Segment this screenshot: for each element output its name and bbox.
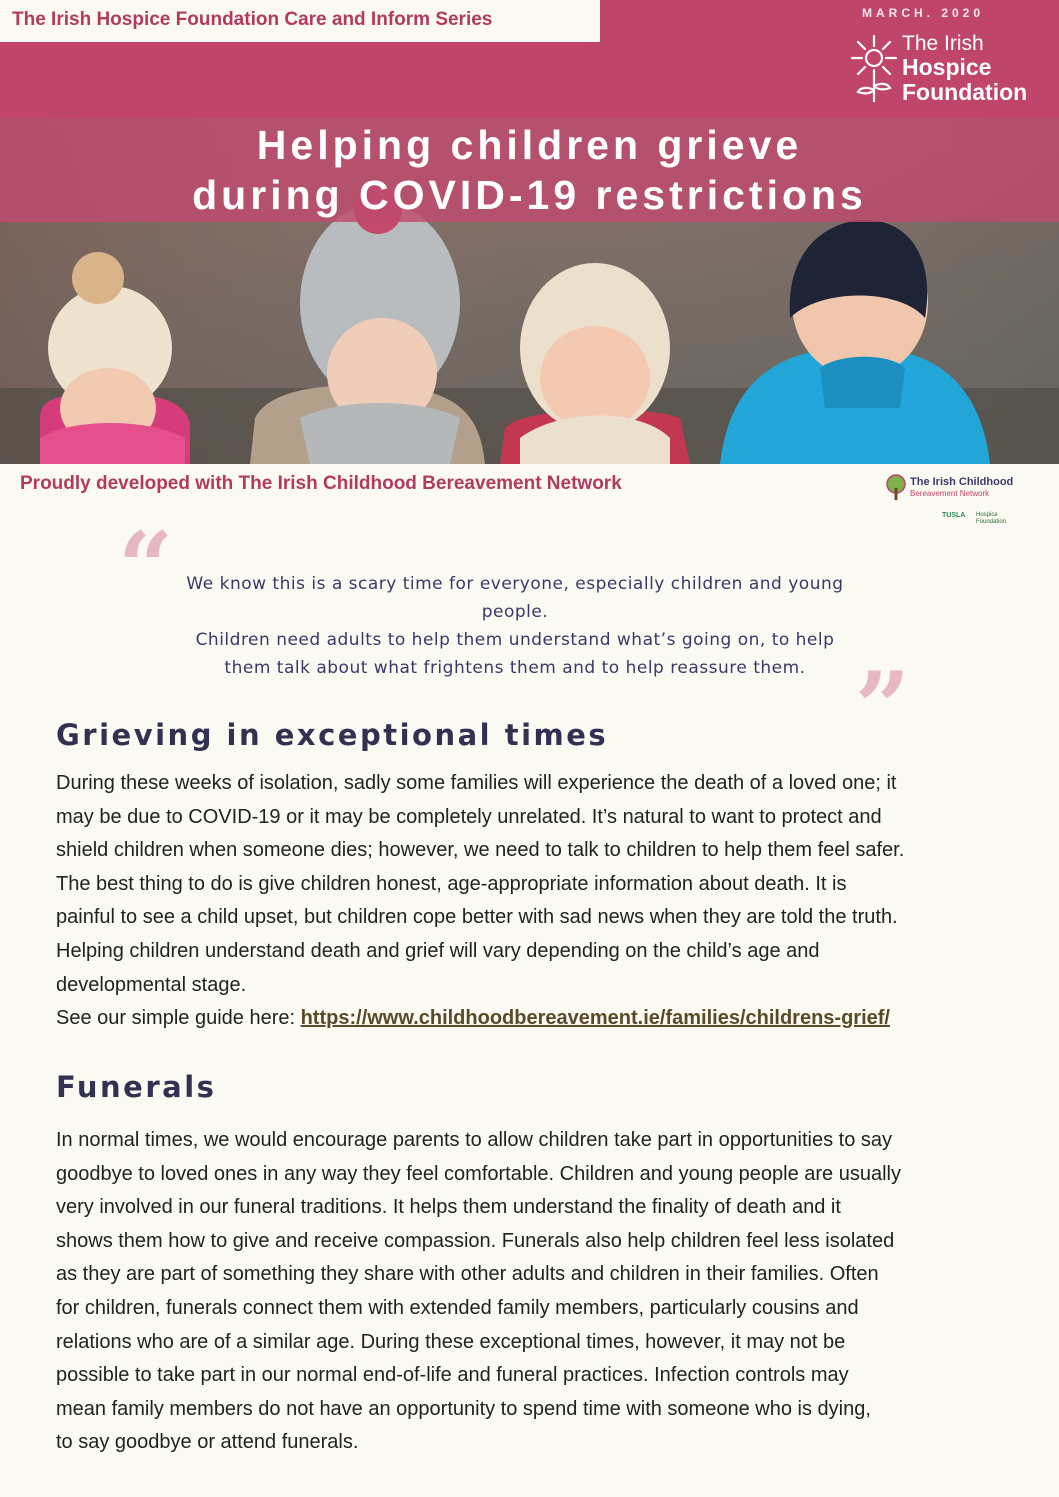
body-line: very involved in our funeral traditions. It helps them understand the finality of death and it: [56, 1196, 841, 1219]
body-line: for children, funerals connect them with extended family members, particularly cousins and: [56, 1296, 859, 1319]
body-line: During these weeks of isolation, sadly some families will experience the death of a loved one; it: [56, 772, 897, 794]
issue-date: MARCH. 2020: [862, 6, 985, 20]
open-quote-icon: “: [118, 511, 174, 624]
quote-line: We know this is a scary time for everyone, especially children and young: [186, 574, 844, 594]
developed-with: Proudly developed with The Irish Childhood Bereavement Network: [20, 473, 622, 494]
series-banner: [0, 0, 600, 42]
icbn-logo: [880, 470, 1030, 536]
section-body-funerals: [56, 1124, 1016, 1460]
series-title: The Irish Hospice Foundation Care and Inform Series: [12, 9, 493, 30]
body-line: goodbye to loved ones in any way they feel comfortable. Children and young people are usually: [56, 1162, 901, 1185]
tree-icon: [886, 474, 906, 502]
icbn-logo-line-1: The Irish Childhood: [910, 476, 1014, 488]
section-heading-grieving: Grieving in exceptional times: [56, 718, 609, 752]
body-line: The best thing to do is give children honest, age-appropriate information about death. It is: [56, 872, 847, 895]
guide-link[interactable]: https://www.childhoodbereavement.ie/families/childrens-grief/: [300, 1007, 890, 1030]
guide-line: [56, 1002, 1016, 1036]
body-line: possible to take part in our normal end-of-life and funeral practices. Infection controls may: [56, 1364, 849, 1387]
body-line: shows them how to give and receive compassion. Funerals also help children feel less isolated: [56, 1229, 895, 1252]
body-line: as they are part of something they share with other adults and children in their families. Often: [56, 1263, 879, 1286]
quote-line: them talk about what frightens them and to help reassure them.: [224, 658, 806, 678]
body-line: painful to see a child upset, but children cope better with sad news when they are told the truth.: [56, 906, 898, 929]
guide-prefix: See our simple guide here:: [56, 1007, 301, 1030]
quote-line: Children need adults to help them understand what’s going on, to help: [195, 630, 835, 650]
body-line: Helping children understand death and grief will vary depending on the child’s age and: [56, 939, 820, 962]
body-line: to say goodbye or attend funerals.: [56, 1431, 359, 1454]
page-title-line-2: during COVID-19 restrictions: [192, 172, 867, 218]
tusla-logo: TUSLA: [942, 512, 966, 519]
body-line: may be due to COVID-19 or it may be completely unrelated. It’s natural to want to protect and: [56, 805, 882, 828]
page-title-line-1: Helping children grieve: [256, 122, 803, 168]
body-line: mean family members do not have an opportunity to spend time with someone who is dying,: [56, 1397, 871, 1420]
close-quote-icon: ”: [855, 651, 911, 764]
body-line: In normal times, we would encourage parents to allow children take part in opportunities to say: [56, 1129, 893, 1151]
section-body-grieving: [56, 767, 1016, 1036]
quote-line: people.: [481, 602, 549, 622]
pull-quote: [170, 570, 860, 682]
ihf-logo: [850, 32, 1050, 108]
hero-photo: [0, 118, 1059, 464]
section-heading-funerals: Funerals: [56, 1070, 217, 1104]
hospice-sub-logo: Hospice Foundation: [976, 512, 1007, 525]
logo-line-3: Foundation: [902, 79, 1028, 105]
body-line: relations who are of a similar age. During these exceptional times, however, it may not be: [56, 1330, 846, 1353]
logo-line-2: Hospice: [902, 54, 992, 80]
logo-line-1: The Irish: [902, 32, 984, 55]
icbn-logo-line-2: Bereavement Network: [910, 489, 990, 498]
sunflower-icon: [850, 32, 898, 104]
body-line: developmental stage.: [56, 973, 247, 996]
body-line: shield children when someone dies; however, we need to talk to children to help them feel safer.: [56, 839, 905, 862]
